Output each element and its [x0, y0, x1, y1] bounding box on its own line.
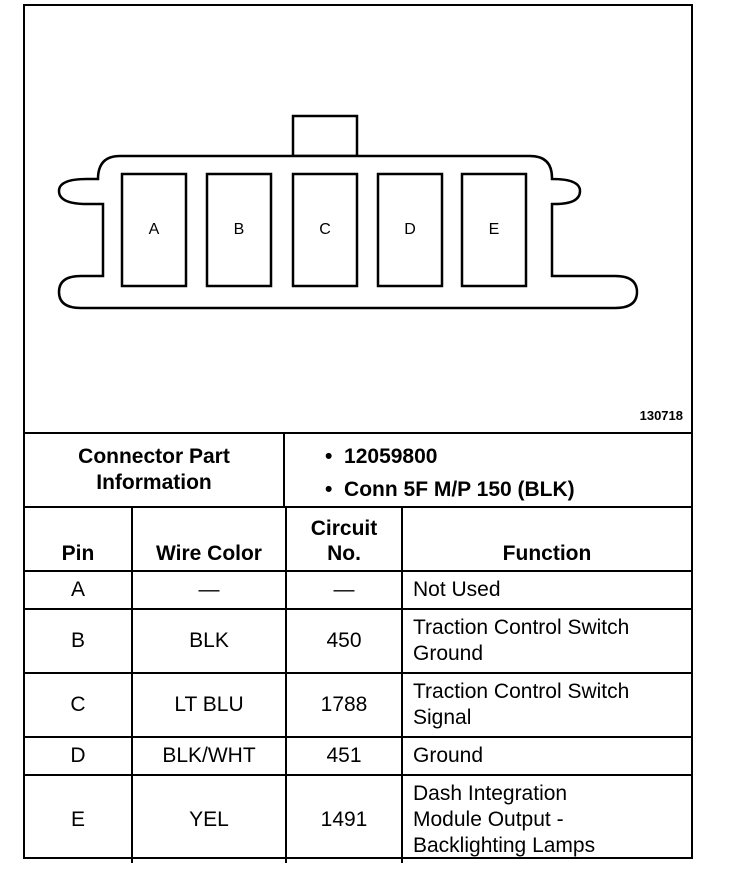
function-line: Ground: [413, 642, 484, 665]
function-line: Module Output -: [413, 807, 564, 831]
connector-outline: [25, 6, 691, 432]
function-cell: [402, 737, 691, 775]
table-row: [25, 737, 691, 775]
pin-cell: C: [25, 673, 132, 737]
function-cell: [402, 609, 691, 673]
connector-info-label: [25, 434, 285, 506]
pin-cell: A: [25, 571, 132, 609]
connector-info-label-line1: Connector Part: [78, 445, 230, 468]
connector-description: Conn 5F M/P 150 (BLK): [344, 478, 575, 501]
header-circuit-no: [286, 507, 402, 571]
header-wire-color: Wire Color: [132, 507, 286, 571]
connector-info-label-line2: Information: [96, 471, 212, 494]
pinout-table: [25, 506, 691, 863]
connector-desc-item: • Conn 5F M/P 150 (BLK): [325, 478, 575, 501]
circuit-cell: 450: [286, 609, 402, 673]
function-line: Not Used: [413, 578, 501, 601]
table-row: [25, 571, 691, 609]
function-line: Backlighting Lamps: [413, 833, 596, 857]
pin-cell: E: [25, 775, 132, 863]
table-header-row: [25, 507, 691, 571]
function-cell: [402, 775, 691, 863]
cavity-label-a: A: [148, 221, 160, 238]
connector-face-diagram: [25, 6, 691, 434]
circuit-cell: 1788: [286, 673, 402, 737]
wire-color-cell: YEL: [132, 775, 286, 863]
function-line: Dash Integration: [413, 781, 568, 805]
header-circuit-line1: Circuit: [310, 517, 378, 540]
cavity-label-e: E: [488, 221, 500, 238]
header-circuit-line2: No.: [327, 542, 361, 565]
part-number-item: • 12059800: [325, 445, 438, 468]
function-line: Signal: [413, 706, 472, 729]
cavity-label-d: D: [404, 221, 416, 238]
wire-color-cell: —: [132, 571, 286, 609]
wire-color-cell: BLK/WHT: [132, 737, 286, 775]
connector-part-info: [25, 434, 691, 508]
function-cell: [402, 673, 691, 737]
table-row: [25, 775, 691, 863]
wire-color-cell: BLK: [132, 609, 286, 673]
cavity-label-c: C: [319, 221, 331, 238]
part-number: 12059800: [344, 445, 438, 468]
circuit-cell: 1491: [286, 775, 402, 863]
connector-info-list: [325, 440, 575, 506]
function-line: Ground: [413, 744, 484, 767]
table-row: [25, 673, 691, 737]
pin-cell: B: [25, 609, 132, 673]
function-line: Traction Control Switch: [413, 616, 630, 639]
wire-color-cell: LT BLU: [132, 673, 286, 737]
pin-cell: D: [25, 737, 132, 775]
function-cell: [402, 571, 691, 609]
figure-number: 130718: [639, 408, 683, 423]
circuit-cell: —: [286, 571, 402, 609]
cavity-label-b: B: [233, 221, 245, 238]
circuit-cell: 451: [286, 737, 402, 775]
header-pin: Pin: [25, 507, 132, 571]
header-function: Function: [402, 507, 691, 571]
table-row: [25, 609, 691, 673]
connector-chart: [23, 4, 693, 859]
function-line: Traction Control Switch: [413, 680, 630, 703]
